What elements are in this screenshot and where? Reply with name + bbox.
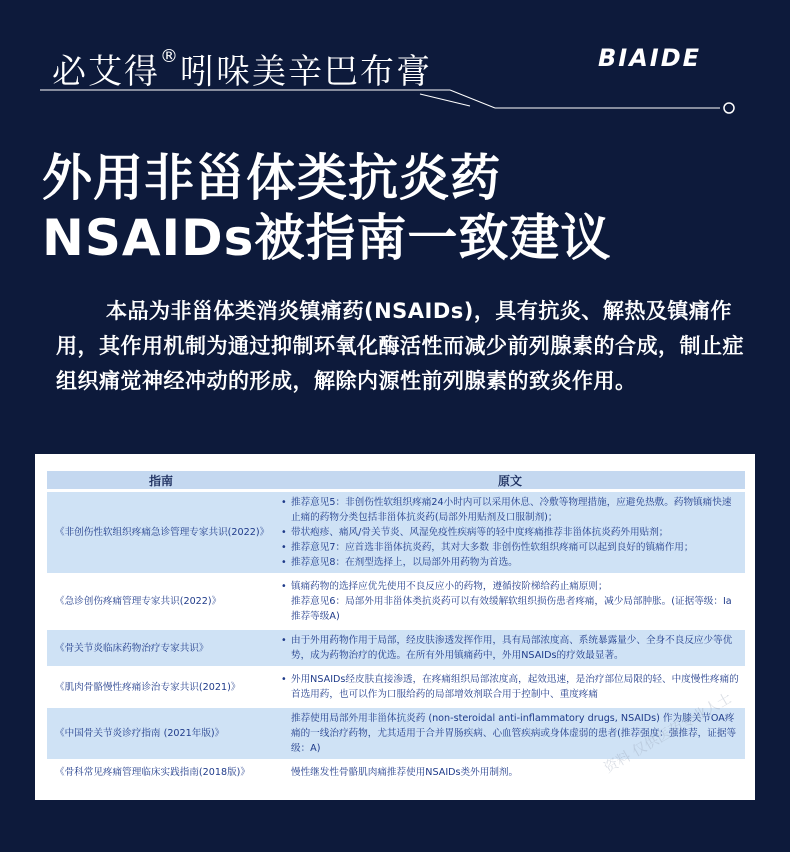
- title-product: 吲哚美辛巴布膏: [180, 52, 432, 92]
- watermark: 资料 仅供医药专业人士: [601, 690, 735, 777]
- title-brand-cn: 必艾得: [52, 52, 160, 92]
- guide-text-cell: [275, 762, 745, 783]
- guide-name-cell: 《骨科常见疼痛管理临床实践指南(2018版)》: [55, 767, 250, 778]
- headline-line-2: NSAIDs被指南一致建议: [42, 209, 612, 267]
- guide-text-cell: [275, 669, 745, 705]
- table-row: [47, 576, 745, 627]
- guide-name-cell: 《肌肉骨骼慢性疼痛诊治专家共识(2021)》: [55, 681, 241, 693]
- guide-text-cell: [275, 576, 745, 627]
- guide-text-line: 推荐使用局部外用非甾体抗炎药 (non-steroidal anti-inflammatory drugs, NSAIDs) 作为膝关节OA疼痛的一线治疗药物，尤其适用于合并胃肠疾病、心血管疾病或身体虚弱的患者(推荐强度：强推荐，证据等级：A): [291, 713, 737, 754]
- guide-text-cell: [275, 492, 745, 573]
- guide-text-line: • 带状疱疹、痛风/骨关节炎、风湿免疫性疾病等的轻中度疼痛推荐非甾体抗炎药外用贴剂；: [281, 525, 739, 540]
- guide-text-line: • 镇痛药物的选择应优先使用不良反应小的药物，遵循按阶梯给药止痛原则；: [281, 579, 739, 594]
- guide-name-cell: 《非创伤性软组织疼痛急诊管理专家共识(2022)》: [47, 492, 275, 573]
- decorative-lines: [40, 84, 750, 124]
- brand-logo: BIAIDE: [598, 44, 702, 72]
- guide-text-line: • 由于外用药物作用于局部，经皮肤渗透发挥作用，具有局部浓度高、系统暴露量少、全身不良反应少等优势，成为药物治疗的优选。在所有外用镇痛药中，外用NSAIDs的疗效最显著。: [281, 633, 739, 663]
- guide-text-line: • 推荐意见5：非创伤性软组织疼痛24小时内可以采用休息、冷敷等物理措施，应避免热敷。药物镇痛快速止痛的药物分类包括非甾体抗炎药(局部外用贴剂及口服制剂)；: [281, 495, 739, 525]
- column-header-guide: 指南: [47, 471, 275, 489]
- table-row: [47, 630, 745, 666]
- guide-name-cell: 《中国骨关节炎诊疗指南 (2021年版)》: [47, 708, 275, 759]
- guide-text-line: 慢性继发性骨骼肌肉痛推荐使用NSAIDs类外用制剂。: [291, 767, 519, 778]
- table-row: [47, 669, 745, 705]
- intro-paragraph: 本品为非甾体类消炎镇痛药(NSAIDs)，具有抗炎、解热及镇痛作用，其作用机制为通过抑制环氧化酶活性而减少前列腺素的合成，制止症组织痛觉神经冲动的形成，解除内源性前列腺素的致炎作用。: [56, 299, 744, 393]
- guide-name-cell: 《骨关节炎临床药物治疗专家共识》: [47, 630, 275, 666]
- guide-text-line: • 外用NSAIDs经皮肤直接渗透，在疼痛组织局部浓度高，起效迅速，是治疗部位局限的轻、中度慢性疼痛的首选用药，也可以作为口服给药的局部增效剂联合用于控制中、重度疼痛: [281, 672, 739, 702]
- table-header-row: [47, 471, 745, 489]
- table-row: [47, 492, 745, 573]
- guide-text-cell: [275, 630, 745, 666]
- table-row: [47, 762, 745, 783]
- guide-name-cell: 《急诊创伤疼痛管理专家共识(2022)》: [55, 596, 222, 607]
- guide-text-line: 推荐意见6：局部外用非甾体类抗炎药可以有效缓解软组织损伤患者疼痛，减少局部肿胀。(证据等级：Ia推荐等级A): [291, 596, 732, 622]
- guide-text-line: • 推荐意见8：在剂型选择上，以局部外用药物为首选。: [281, 555, 739, 570]
- column-header-text: 原文: [275, 471, 745, 489]
- registered-mark: ®: [160, 46, 180, 67]
- guide-text-line: • 推荐意见7：应首选非甾体抗炎药，其对大多数 非创伤性软组织疼痛可以起到良好的镇痛作用；: [281, 540, 739, 555]
- headline: [42, 148, 611, 268]
- headline-line-1: 外用非甾体类抗炎药: [42, 149, 501, 207]
